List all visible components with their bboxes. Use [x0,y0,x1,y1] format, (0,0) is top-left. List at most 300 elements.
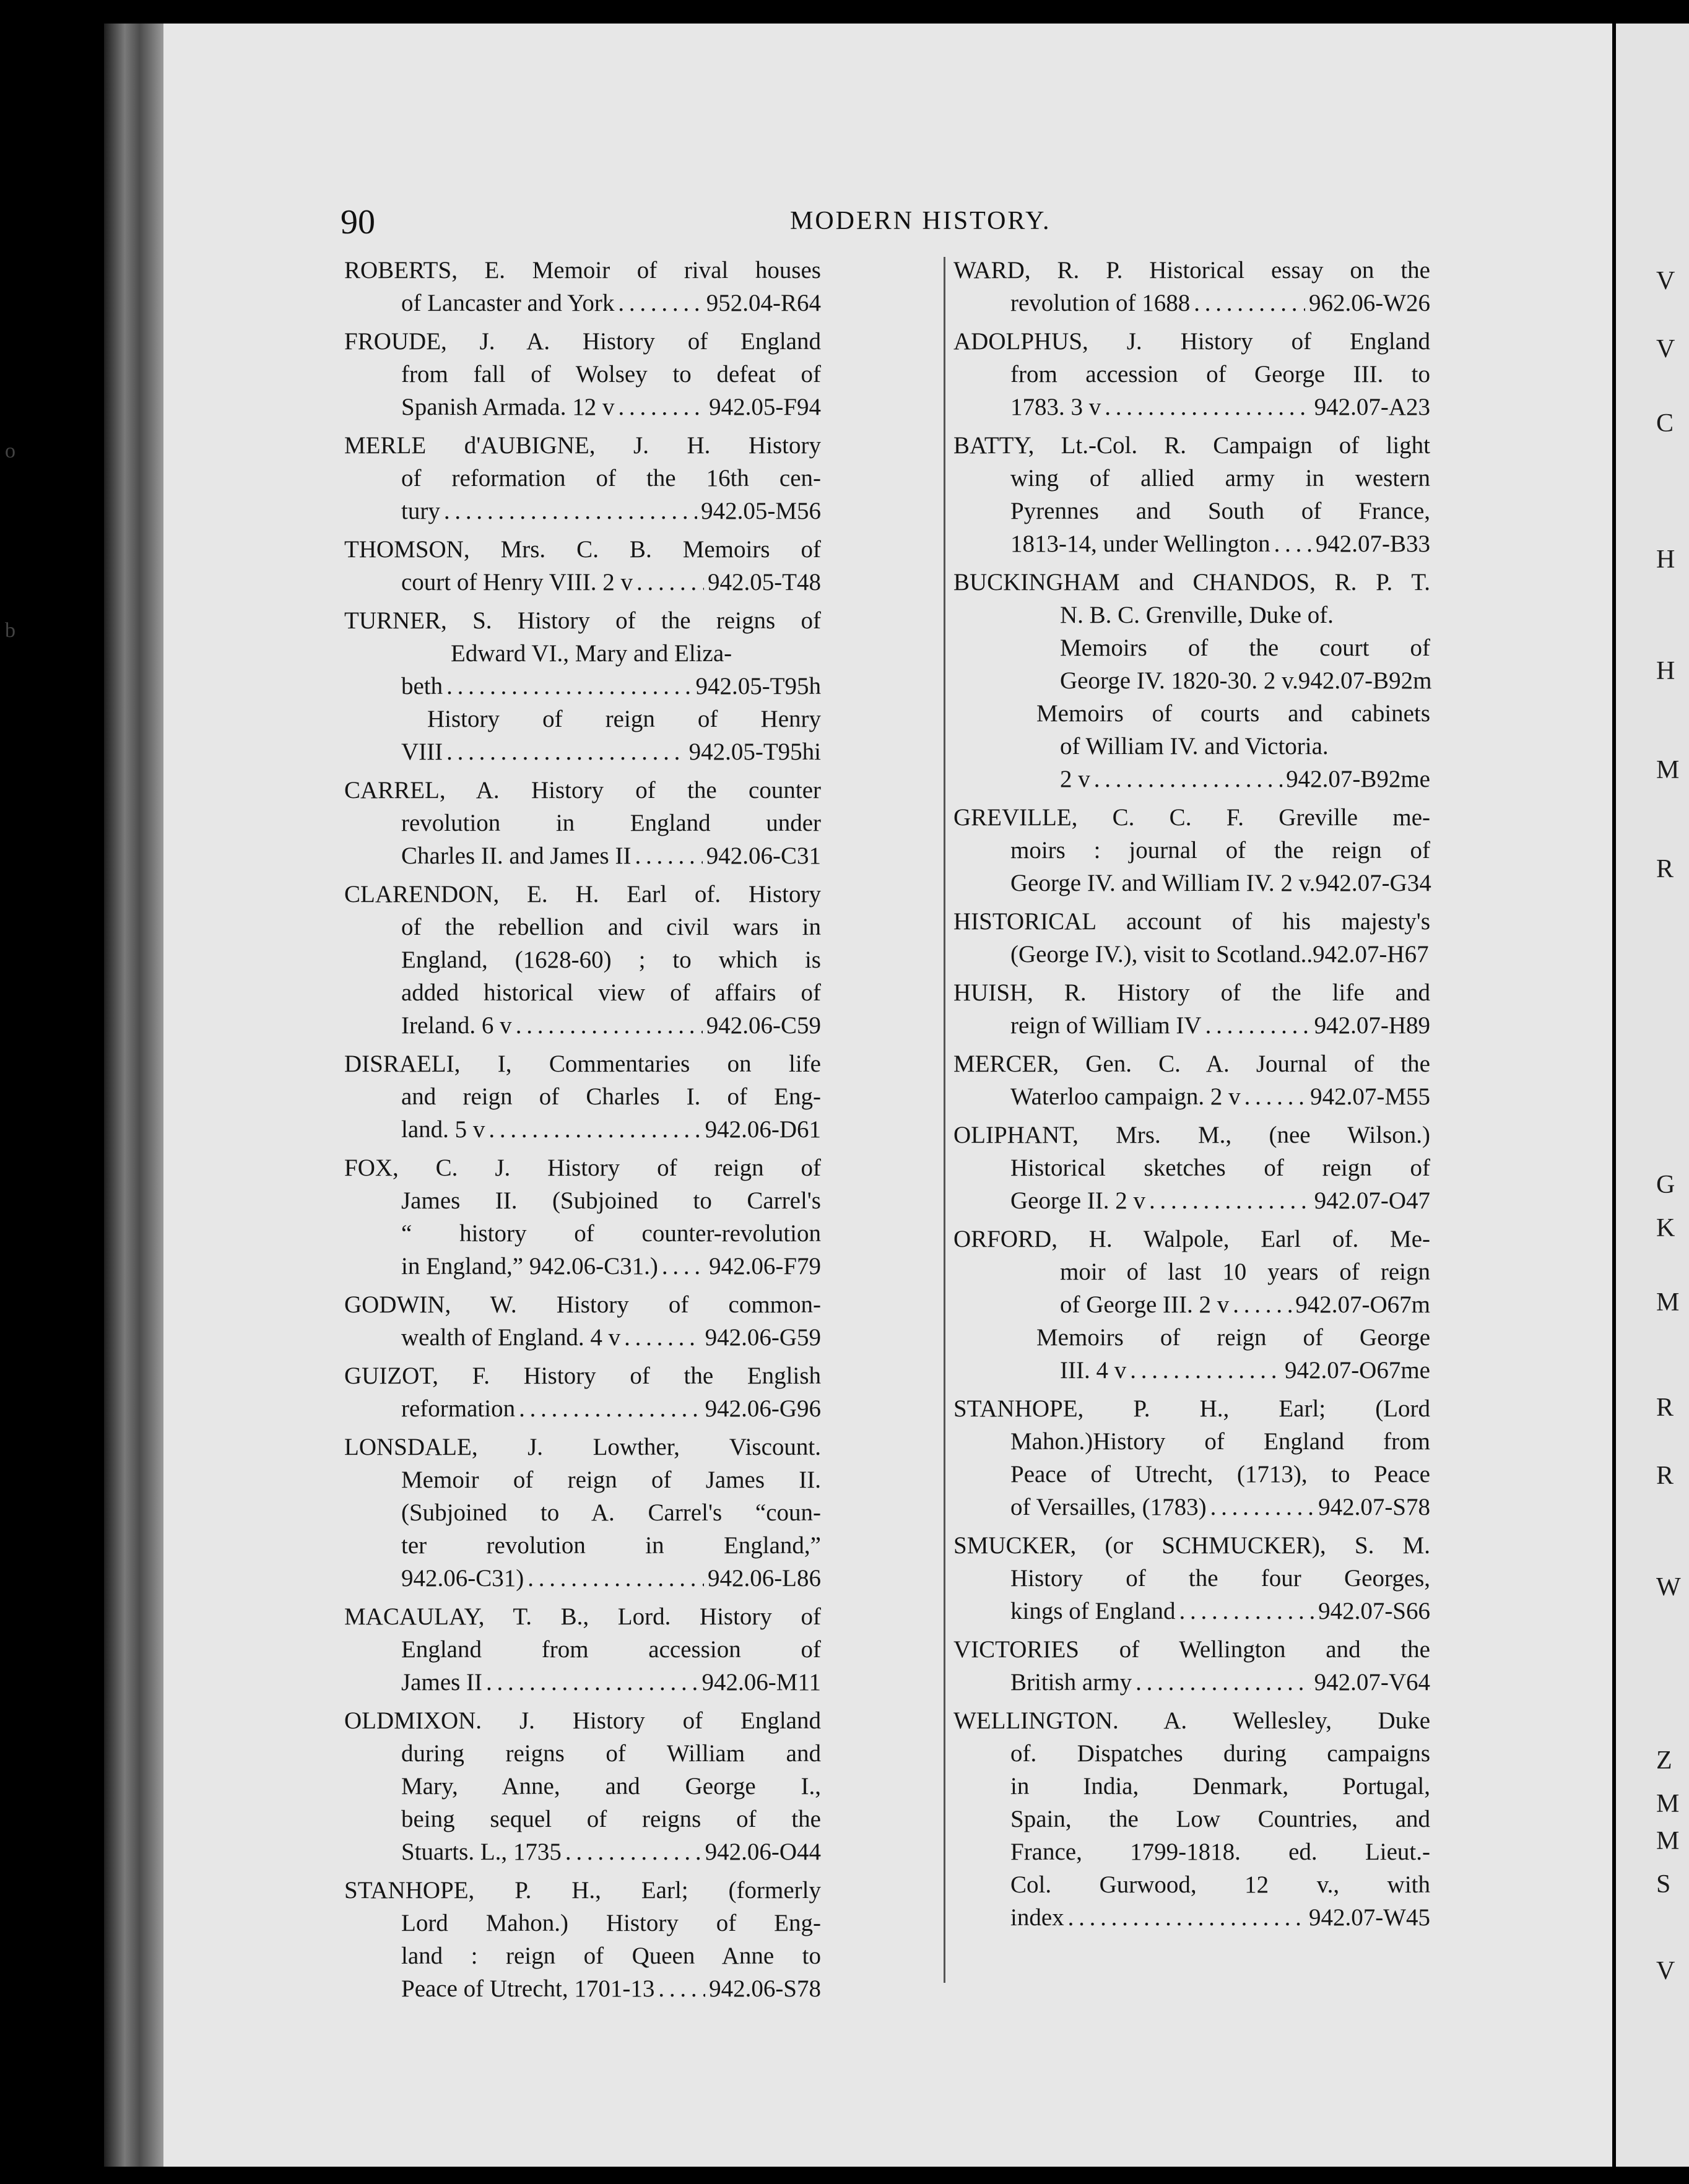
entry-line [953,1151,1430,1184]
call-number: 942.07-O67m [1295,1291,1430,1318]
entry-text: France, 1799-1818. ed. Lieut.- [1010,1839,1430,1865]
entry-text: HISTORICAL account of his majesty's [953,908,1430,935]
entry-text: ter revolution in England,” [401,1532,821,1559]
catalog-entry [344,1288,821,1354]
entry-heading-line [953,1704,1430,1737]
facing-page-letter: H [1656,545,1675,574]
call-number: 942.07-W45 [1308,1904,1430,1931]
entry-line [344,1972,821,2005]
entry-heading-line [953,905,1430,938]
entry-text: Memoir of reign of James II. [401,1467,821,1493]
entry-heading-line [344,878,821,911]
call-number: 942.07-O67me [1284,1357,1430,1384]
entry-line [953,1080,1430,1113]
entry-line [344,1217,821,1250]
entry-heading-line [953,1392,1430,1425]
dot-leader [636,566,704,599]
entry-text: WARD, R. P. Historical essay on the [953,257,1430,284]
dot-leader [1274,527,1312,560]
entry-heading-line [953,1633,1430,1666]
call-number: 942.06-S78 [709,1975,821,2002]
facing-page-letter: S [1656,1870,1671,1899]
entry-line [953,867,1430,899]
entry-text: being sequel of reigns of the [401,1806,821,1832]
dot-leader [446,670,692,703]
entry-text: CARREL, A. History of the counter [344,777,821,804]
entry-line [344,1770,821,1803]
entry-text: ROBERTS, E. Memoir of rival houses [344,257,821,284]
entry-text: England, (1628-60) ; to which is [401,947,821,973]
entry-line [344,1907,821,1939]
entry-line [344,1562,821,1595]
entry-text: James II. (Subjoined to Carrel's [401,1187,821,1214]
entry-heading-line [953,429,1430,462]
catalog-entry [953,1119,1430,1217]
facing-page-letter: V [1656,335,1675,363]
entry-line [953,1491,1430,1523]
entry-text: Stuarts. L., 1735 [401,1839,562,1865]
entry-line [953,527,1430,560]
entry-text: George IV. 1820-30. 2 v.942.07-B92m [1060,667,1432,694]
catalog-entry [953,1704,1430,1934]
entry-line [344,462,821,495]
entry-text: 1783. 3 v [1010,394,1101,420]
entry-line [953,287,1430,319]
entry-text: Mary, Anne, and George I., [401,1773,821,1800]
facing-page-letter: V [1656,1957,1675,1985]
entry-text: Ireland. 6 v [401,1012,512,1039]
entry-text: of Versailles, (1783) [1010,1494,1207,1520]
entry-line [953,730,1430,763]
catalog-entry [953,1633,1430,1699]
entry-text: wing of allied army in western [1010,465,1430,492]
catalog-entry [953,976,1430,1042]
entry-line [344,1496,821,1529]
entry-text: Col. Gurwood, 12 v., with [1010,1871,1430,1898]
entry-text: tury [401,498,440,524]
entry-line [953,697,1430,730]
entry-line [344,807,821,839]
dot-leader [1194,287,1305,319]
call-number: 942.07-B92me [1286,766,1430,792]
entry-text: kings of England [1010,1598,1176,1624]
entry-line [344,637,821,670]
entry-text: George II. 2 v [1010,1187,1146,1214]
catalog-entry [344,254,821,319]
entry-heading-line [344,1288,821,1321]
entry-text: “ history of counter-revolution [401,1220,821,1247]
entry-line [953,664,1430,697]
catalog-entry [953,566,1430,795]
entry-text: THOMSON, Mrs. C. B. Memoirs of [344,536,821,563]
entry-line [344,495,821,527]
entry-heading-line [344,1600,821,1633]
entry-line [953,1458,1430,1491]
entry-text: and reign of Charles I. of Eng- [401,1083,821,1110]
entry-heading-line [344,254,821,287]
entry-text: OLDMIXON. J. History of England [344,1707,821,1734]
dot-leader [528,1562,704,1595]
dot-leader [662,1250,705,1283]
column-divider [944,257,945,1983]
entry-line [953,462,1430,495]
dot-leader [516,1009,703,1042]
entry-heading-line [953,1119,1430,1151]
entry-line [953,938,1430,971]
call-number: 942.05-T95hi [688,739,821,765]
entry-line [953,599,1430,631]
entry-line [344,1184,821,1217]
entry-line [953,358,1430,391]
call-number: 942.07-V64 [1314,1669,1430,1696]
entry-heading-line [953,566,1430,599]
dot-leader [1130,1354,1281,1387]
entry-heading-line [953,976,1430,1009]
facing-page-letter: R [1656,855,1674,883]
entry-line [953,1425,1430,1458]
entry-text: Memoirs of reign of George [1036,1324,1430,1351]
catalog-entry [344,604,821,768]
dot-leader [658,1972,705,2005]
entry-text: STANHOPE, P. H., Earl; (Lord [953,1395,1430,1422]
entry-text: GUIZOT, F. History of the English [344,1363,821,1389]
book-gutter [104,24,163,2167]
call-number: 942.07-A23 [1314,394,1430,420]
dot-leader [1244,1080,1307,1113]
margin-mark: o [5,440,15,462]
entry-text: HUISH, R. History of the life and [953,979,1430,1006]
right-column [953,254,1430,1939]
entry-line [953,1321,1430,1354]
facing-page-letter: C [1656,409,1674,438]
call-number: 942.07-S66 [1318,1598,1430,1624]
entry-text: WELLINGTON. A. Wellesley, Duke [953,1707,1430,1734]
entry-text: VICTORIES of Wellington and the [953,1636,1430,1663]
facing-page-letter: R [1656,1393,1674,1422]
entry-text: SMUCKER, (or SCHMUCKER), S. M. [953,1532,1430,1559]
entry-text: 2 v [1060,766,1090,792]
entry-text: Spanish Armada. 12 v [401,394,615,420]
catalog-entry [953,1529,1430,1627]
catalog-entry [344,774,821,872]
catalog-entry [344,1151,821,1283]
dot-leader [565,1835,701,1868]
catalog-entry [344,533,821,599]
entry-text: (Subjoined to A. Carrel's “coun- [401,1499,821,1526]
entry-line [953,1184,1430,1217]
entry-line [344,1803,821,1835]
entry-heading-line [344,1431,821,1463]
entry-text: OLIPHANT, Mrs. M., (nee Wilson.) [953,1122,1430,1148]
entry-line [344,1080,821,1113]
dot-leader [486,1666,698,1699]
dot-leader [1210,1491,1314,1523]
entry-line [344,1939,821,1972]
entry-text: of reformation of the 16th cen- [401,465,821,492]
page-title: MODERN HISTORY. [790,207,1051,235]
entry-text: N. B. C. Grenville, Duke of. [1060,602,1334,628]
catalog-entry [953,254,1430,319]
facing-page-letter: Z [1656,1746,1672,1775]
entry-heading-line [344,774,821,807]
catalog-entry [953,801,1430,899]
entry-line [344,1009,821,1042]
entry-heading-line [344,1874,821,1907]
call-number: 942.06-D61 [705,1116,821,1143]
entry-text: FROUDE, J. A. History of England [344,328,821,355]
call-number: 942.06-L86 [707,1565,821,1592]
entry-heading-line [953,801,1430,834]
entry-line [953,495,1430,527]
dot-leader [1205,1009,1311,1042]
call-number: 942.07-O47 [1314,1187,1430,1214]
catalog-entry [344,1874,821,2005]
entry-text: TURNER, S. History of the reigns of [344,607,821,634]
entry-text: Edward VI., Mary and Eliza- [451,640,732,667]
entry-text: ORFORD, H. Walpole, Earl of. Me- [953,1226,1430,1252]
entry-text: revolution in England under [401,810,821,836]
entry-line [953,1901,1430,1934]
entry-line [344,1321,821,1354]
facing-page-letter: H [1656,657,1675,685]
entry-text: STANHOPE, P. H., Earl; (formerly [344,1877,821,1904]
entry-text: Memoirs of courts and cabinets [1036,700,1430,727]
call-number: 942.07-M55 [1310,1083,1430,1110]
entry-text: reign of William IV [1010,1012,1202,1039]
entry-text: court of Henry VIII. 2 v [401,569,633,596]
entry-line [953,1288,1430,1321]
entry-line [344,287,821,319]
entry-line [344,1633,821,1666]
dot-leader [1179,1595,1314,1627]
entry-heading-line [344,1151,821,1184]
entry-line [344,1737,821,1770]
dot-leader [1105,391,1310,423]
catalog-entry [953,1223,1430,1387]
entry-text: III. 4 v [1060,1357,1127,1384]
entry-text: MERLE d'AUBIGNE, J. H. History [344,432,821,459]
entry-text: MACAULAY, T. B., Lord. History of [344,1603,821,1630]
dot-leader [624,1321,701,1354]
call-number: 942.05-T95h [695,673,821,700]
call-number: 942.06-C31 [706,843,821,869]
dot-leader [618,391,705,423]
entry-line [344,1666,821,1699]
facing-page-letter: M [1656,1288,1680,1317]
entry-heading-line [344,533,821,566]
facing-page-letter: M [1656,1827,1680,1855]
catalog-entry [344,429,821,527]
entry-text: added historical view of affairs of [401,979,821,1006]
catalog-entry [953,1392,1430,1523]
call-number: 942.05-M56 [701,498,821,524]
call-number: 942.06-G59 [705,1324,821,1351]
catalog-entry [344,1047,821,1146]
dot-leader [444,495,697,527]
entry-line [953,1354,1430,1387]
entry-text: in England,” 942.06-C31.) [401,1253,658,1280]
entry-text: revolution of 1688 [1010,290,1191,316]
entry-heading-line [953,254,1430,287]
entry-line [344,1463,821,1496]
dot-leader [446,735,685,768]
entry-text: moirs : journal of the reign of [1010,837,1430,864]
entry-line [953,631,1430,664]
left-column [344,254,821,2011]
dot-leader [1135,1666,1311,1699]
entry-line [953,1666,1430,1699]
entry-text: VIII [401,739,443,765]
entry-text: GREVILLE, C. C. F. Greville me- [953,804,1430,831]
entry-line [344,943,821,976]
page-number: 90 [341,203,375,241]
entry-text: Waterloo campaign. 2 v [1010,1083,1241,1110]
entry-text: GODWIN, W. History of common- [344,1291,821,1318]
entry-heading-line [953,1529,1430,1562]
margin-mark: b [5,619,15,642]
catalog-entry [344,1359,821,1425]
entry-text: BUCKINGHAM and CHANDOS, R. P. T. [953,569,1430,596]
entry-heading-line [953,325,1430,358]
dot-leader [635,839,702,872]
entry-text: Historical sketches of reign of [1010,1155,1430,1181]
entry-line [953,1595,1430,1627]
entry-line [953,1009,1430,1042]
entry-heading-line [344,429,821,462]
entry-heading-line [953,1223,1430,1255]
entry-text: LONSDALE, J. Lowther, Viscount. [344,1434,821,1460]
catalog-entry [344,1600,821,1699]
entry-text: in India, Denmark, Portugal, [1010,1773,1430,1800]
entry-line [344,670,821,703]
catalog-entry [953,905,1430,971]
catalog-entry [344,1704,821,1868]
entry-line [344,391,821,423]
entry-text: FOX, C. J. History of reign of [344,1155,821,1181]
entry-text: Peace of Utrecht, 1701-13 [401,1975,655,2002]
catalog-entry [953,429,1430,560]
entry-line [344,839,821,872]
entry-line [344,1392,821,1425]
entry-text: index [1010,1904,1064,1931]
catalog-entry [344,325,821,423]
entry-text: History of the four Georges, [1010,1565,1430,1592]
entry-text: land. 5 v [401,1116,485,1143]
entry-text: BATTY, Lt.-Col. R. Campaign of light [953,432,1430,459]
entry-heading-line [344,325,821,358]
entry-text: History of reign of Henry [427,706,821,732]
entry-line [344,358,821,391]
call-number: 942.06-G96 [705,1395,821,1422]
catalog-entry [953,1047,1430,1113]
entry-text: land : reign of Queen Anne to [401,1943,821,1969]
entry-text: from accession of George III. to [1010,361,1430,388]
entry-heading-line [344,604,821,637]
entry-heading-line [344,1047,821,1080]
entry-text: Lord Mahon.) History of Eng- [401,1910,821,1936]
call-number: 942.05-F94 [709,394,821,420]
entry-line [953,1803,1430,1835]
dot-leader [1068,1901,1305,1934]
entry-line [344,703,821,735]
facing-page-letter: G [1656,1171,1675,1199]
facing-page-letter: M [1656,756,1680,784]
entry-line [344,1835,821,1868]
call-number: 942.07-S78 [1318,1494,1430,1520]
call-number: 942.06-C59 [706,1012,821,1039]
call-number: 952.04-R64 [706,290,821,316]
dot-leader [618,287,702,319]
facing-page-letter: K [1656,1214,1675,1242]
entry-line [953,1868,1430,1901]
call-number: 962.06-W26 [1308,290,1430,316]
entry-line [953,834,1430,867]
entry-line [344,976,821,1009]
dot-leader [1094,763,1282,795]
entry-heading-line [344,1359,821,1392]
facing-page-letter: V [1656,267,1675,295]
entry-line [344,1250,821,1283]
entry-text: wealth of England. 4 v [401,1324,621,1351]
entry-line [953,1562,1430,1595]
entry-text: Pyrennes and South of France, [1010,498,1430,524]
entry-text: Memoirs of the court of [1060,635,1430,661]
call-number: 942.06-F79 [709,1253,821,1280]
entry-text: ADOLPHUS, J. History of England [953,328,1430,355]
entry-text: Peace of Utrecht, (1713), to Peace [1010,1461,1430,1488]
call-number: 942.07-H89 [1314,1012,1430,1039]
entry-text: MERCER, Gen. C. A. Journal of the [953,1051,1430,1077]
entry-line [344,735,821,768]
entry-text: (George IV.), visit to Scotland..942.07-H67 [1010,941,1429,968]
entry-text: of the rebellion and civil wars in [401,914,821,940]
dot-leader [519,1392,701,1425]
entry-text: 942.06-C31) [401,1565,524,1592]
facing-page-letter: W [1656,1573,1681,1601]
entry-heading-line [953,1047,1430,1080]
catalog-entry [344,1431,821,1595]
call-number: 942.05-T48 [707,569,821,596]
entry-text: Charles II. and James II [401,843,632,869]
entry-text: of George III. 2 v [1060,1291,1230,1318]
entry-line [953,391,1430,423]
entry-line [344,911,821,943]
entry-line [953,1770,1430,1803]
entry-line [344,1529,821,1562]
entry-text: reformation [401,1395,516,1422]
entry-text: CLARENDON, E. H. Earl of. History [344,881,821,908]
entry-text: from fall of Wolsey to defeat of [401,361,821,388]
entry-line [344,1113,821,1146]
entry-line [953,1255,1430,1288]
call-number: 942.06-M11 [701,1669,821,1696]
entry-text: moir of last 10 years of reign [1060,1259,1430,1285]
entry-text: Mahon.)History of England from [1010,1428,1430,1455]
entry-text: Spain, the Low Countries, and [1010,1806,1430,1832]
entry-text: George IV. and William IV. 2 v.942.07-G34 [1010,870,1431,896]
catalog-entry [953,325,1430,423]
entry-text: during reigns of William and [401,1740,821,1767]
entry-text: of Lancaster and York [401,290,615,316]
entry-text: of William IV. and Victoria. [1060,733,1329,760]
catalog-entry [344,878,821,1042]
entry-heading-line [344,1704,821,1737]
entry-text: James II [401,1669,483,1696]
entry-line [953,763,1430,795]
entry-text: British army [1010,1669,1132,1696]
entry-line [344,566,821,599]
call-number: 942.06-O44 [705,1839,821,1865]
